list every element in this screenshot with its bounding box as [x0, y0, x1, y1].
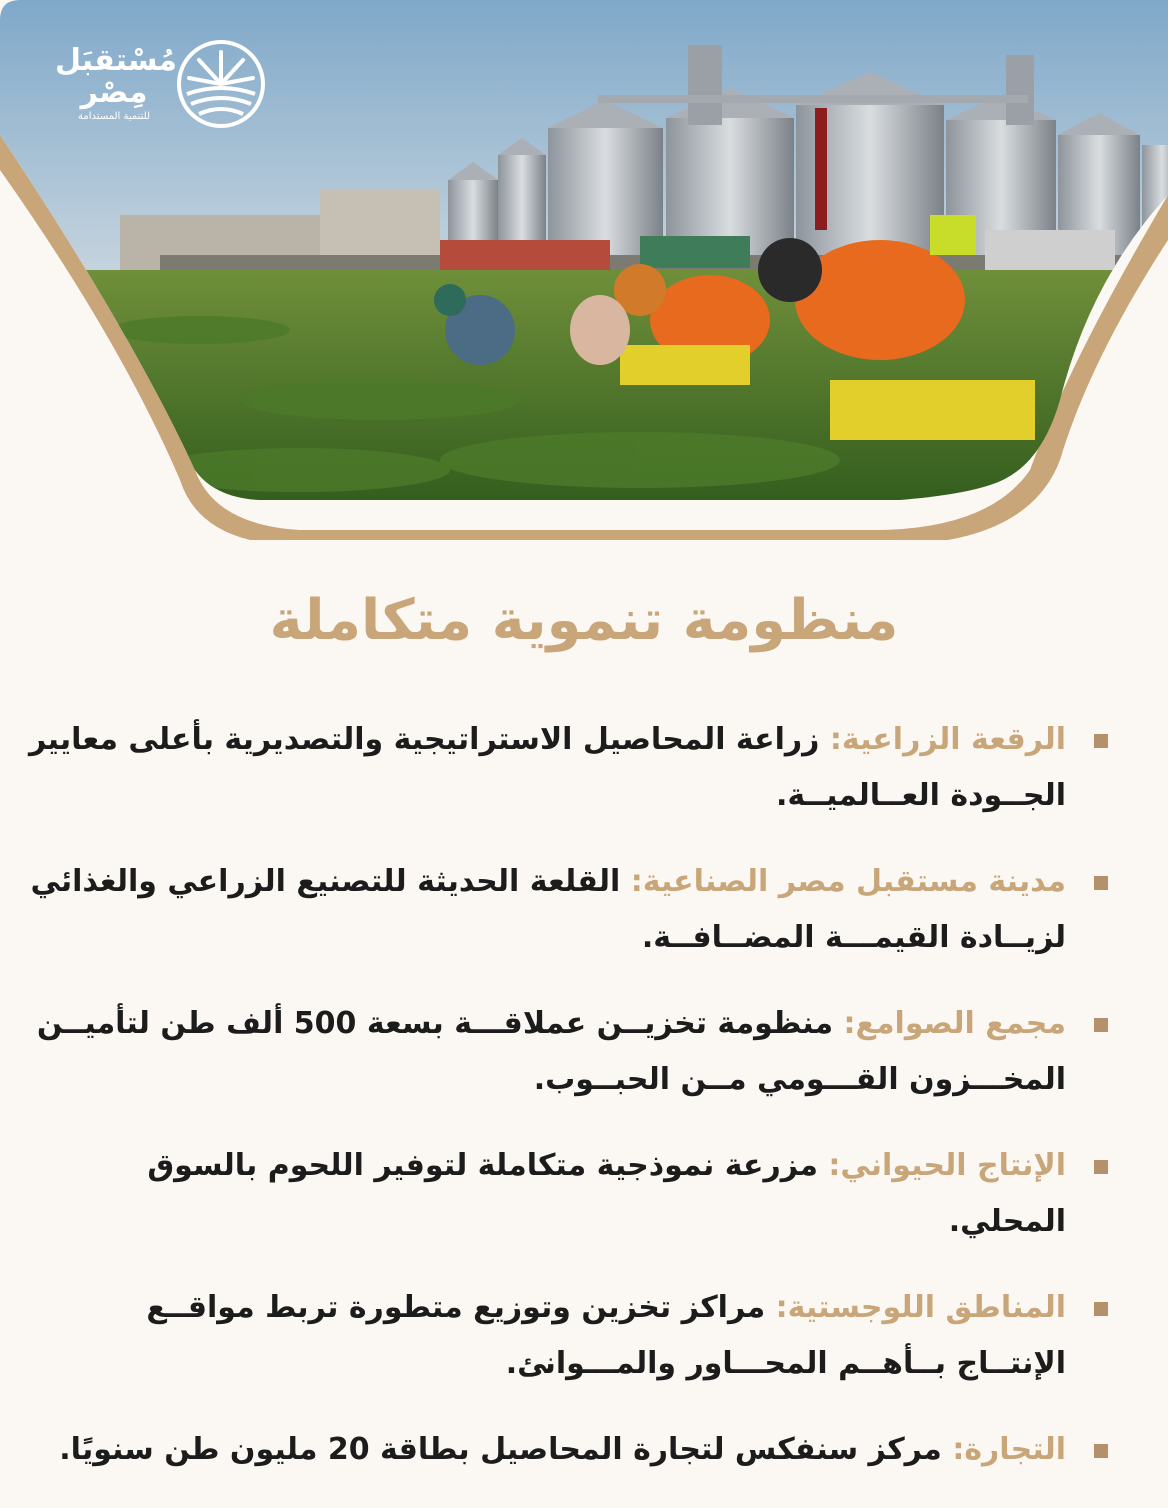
- item-heading: الإنتاج الحيواني:: [828, 1148, 1066, 1183]
- sun-icon: [175, 38, 267, 134]
- square-bullet-icon: [1094, 1444, 1108, 1458]
- item-heading: التجارة:: [952, 1432, 1066, 1467]
- list-item: [28, 1280, 1108, 1392]
- logo-text: [55, 43, 177, 122]
- page-title: منظومة تنموية متكاملة: [269, 588, 899, 653]
- features-list: [28, 712, 1108, 1508]
- logo: [55, 38, 270, 138]
- square-bullet-icon: [1094, 1018, 1108, 1032]
- item-text: منظومة تخزيــن عملاقـــة بسعة 500 ألف طن لتأميــن المخـــزون القـــومي مــن الحبــوب.: [36, 1006, 1066, 1097]
- item-text: مزرعة نموذجية متكاملة لتوفير اللحوم بالسوق المحلي.: [147, 1148, 1066, 1239]
- item-text: القلعة الحديثة للتصنيع الزراعي والغذائي لزيــادة القيمـــة المضــافــة.: [30, 864, 1066, 955]
- logo-line-3: للتنمية المستدامة: [77, 111, 151, 122]
- list-item: [28, 1422, 1108, 1478]
- logo-line-1: مُسْتقبَل: [55, 43, 177, 78]
- list-item: [28, 854, 1108, 966]
- item-heading: المناطق اللوجستية:: [775, 1290, 1066, 1325]
- item-text: مراكز تخزين وتوزيع متطورة تربط مواقــع الإنتــاج بــأهــم المحـــاور والمـــوانئ.: [146, 1290, 1066, 1381]
- item-heading: مجمع الصوامع:: [843, 1006, 1066, 1041]
- item-heading: مدينة مستقبل مصر الصناعية:: [630, 864, 1066, 899]
- item-text: زراعة المحاصيل الاستراتيجية والتصديرية بأعلى معايير الجــودة العــالميــة.: [28, 722, 1066, 813]
- item-text: مركز سنفكس لتجارة المحاصيل بطاقة 20 مليون طن سنويًا.: [59, 1432, 953, 1467]
- square-bullet-icon: [1094, 734, 1108, 748]
- square-bullet-icon: [1094, 1160, 1108, 1174]
- square-bullet-icon: [1094, 876, 1108, 890]
- list-item: [28, 996, 1108, 1108]
- item-heading: الرقعة الزراعية:: [829, 722, 1066, 757]
- list-item: [28, 712, 1108, 824]
- list-item: [28, 1138, 1108, 1250]
- square-bullet-icon: [1094, 1302, 1108, 1316]
- logo-line-2: مِصْر: [80, 75, 148, 110]
